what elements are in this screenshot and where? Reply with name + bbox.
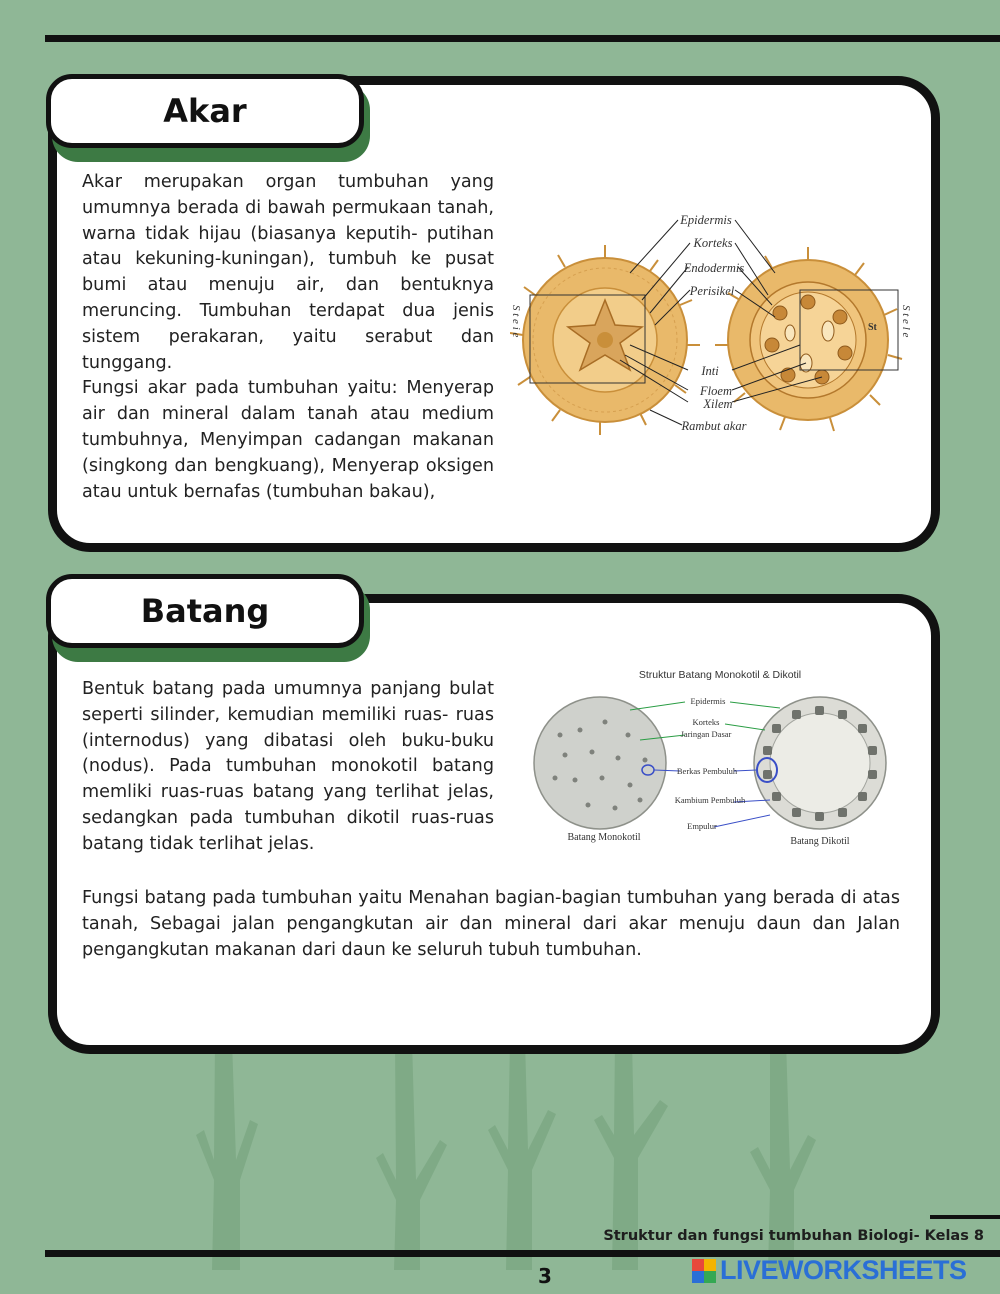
label-batang-korteks: Korteks [692, 717, 720, 727]
label-batang-monokotil: Batang Monokotil [567, 832, 641, 843]
dicot-section [754, 697, 886, 829]
label-kambium-pembuluh: Kambium Pembuluh [674, 795, 746, 805]
left-root-section [510, 245, 700, 435]
akar-paragraph-1: Akar merupakan organ tumbuhan yang umumnya berada di bawah permukaan tanah, warna tidak hijau (biasanya keputih- putihan atau kekuning-kuningan), tumbuh ke pusat bumi atau menuju air, dan bentuknya meruncing. Tumbuhan terdapat dua jenis sistem perakaran, yaitu serabut dan tunggang. [82, 172, 494, 373]
top-divider [45, 35, 1000, 42]
label-berkas-pembuluh: Berkas Pembuluh [676, 766, 738, 776]
liveworksheets-logo[interactable] [692, 1255, 967, 1286]
label-st: St [868, 322, 877, 333]
footer-title: Struktur dan fungsi tumbuhan Biologi- Kelas 8 [603, 1228, 984, 1244]
label-epidermis: Epidermis [680, 213, 732, 227]
label-floem: Floem [700, 384, 732, 398]
batang-paragraph-1: Bentuk batang pada umumnya panjang bulat seperti silinder, kemudian memiliki ruas- ruas (internodus) yang dibatasi oleh buku-buku (nodus). Pada tumbuhan monokotil batang memliki ruas-ruas batang yang terlihat jelas, sedangkan pada tumbuhan dikotil ruas-ruas batang tidak terlihat jelas. [82, 679, 494, 854]
label-inti: Inti [701, 364, 719, 378]
akar-paragraph-2: Fungsi akar pada tumbuhan yaitu: Menyerap air dan mineral dalam tanah atau medium tumbuhnya, Menyimpan cadangan makanan (singkong dan bengkuang), Menyerap oksigen atau untuk bernafas (tumbuhan bakau), [82, 378, 494, 502]
batang-figure-title: Struktur Batang Monokotil & Dikotil [638, 669, 802, 681]
label-empulur: Empulur [687, 821, 717, 831]
batang-title-tab [46, 574, 364, 648]
label-rambut-akar: Rambut akar [681, 419, 747, 433]
label-stele-right: S t e l e [900, 305, 912, 338]
footer-accent-rule [930, 1215, 1000, 1219]
label-steie-left: S t e i e [510, 305, 522, 338]
akar-title-tab [46, 74, 364, 148]
label-korteks: Korteks [693, 236, 733, 250]
akar-text-block [82, 170, 494, 505]
batang-paragraph-2: Fungsi batang pada tumbuhan yaitu Menahan bagian-bagian tumbuhan yang berada di atas tanah, Sebagai jalan pengangkutan air dan mineral dari akar menuju daun dan Jalan pengangkutan makanan dari daun ke seluruh tubuh tumbuhan. [82, 888, 900, 960]
batang-title: Batang [140, 592, 270, 630]
label-xilem: Xilem [703, 397, 733, 411]
monocot-section [534, 697, 666, 829]
liveworksheets-brand: LIVEWORKSHEETS [720, 1255, 967, 1285]
label-perisikel: Perisikel [689, 284, 735, 298]
label-batang-epidermis: Epidermis [690, 696, 726, 706]
page-number: 3 [538, 1264, 552, 1288]
batang-cross-section-figure [520, 660, 910, 855]
label-batang-dikotil: Batang Dikotil [790, 836, 850, 847]
label-jaringan-dasar: Jaringan Dasar [680, 729, 732, 739]
label-endodermis: Endodermis [683, 261, 745, 275]
akar-title: Akar [163, 92, 247, 130]
akar-cross-section-figure [510, 205, 915, 440]
liveworksheets-badge-icon [692, 1259, 716, 1283]
